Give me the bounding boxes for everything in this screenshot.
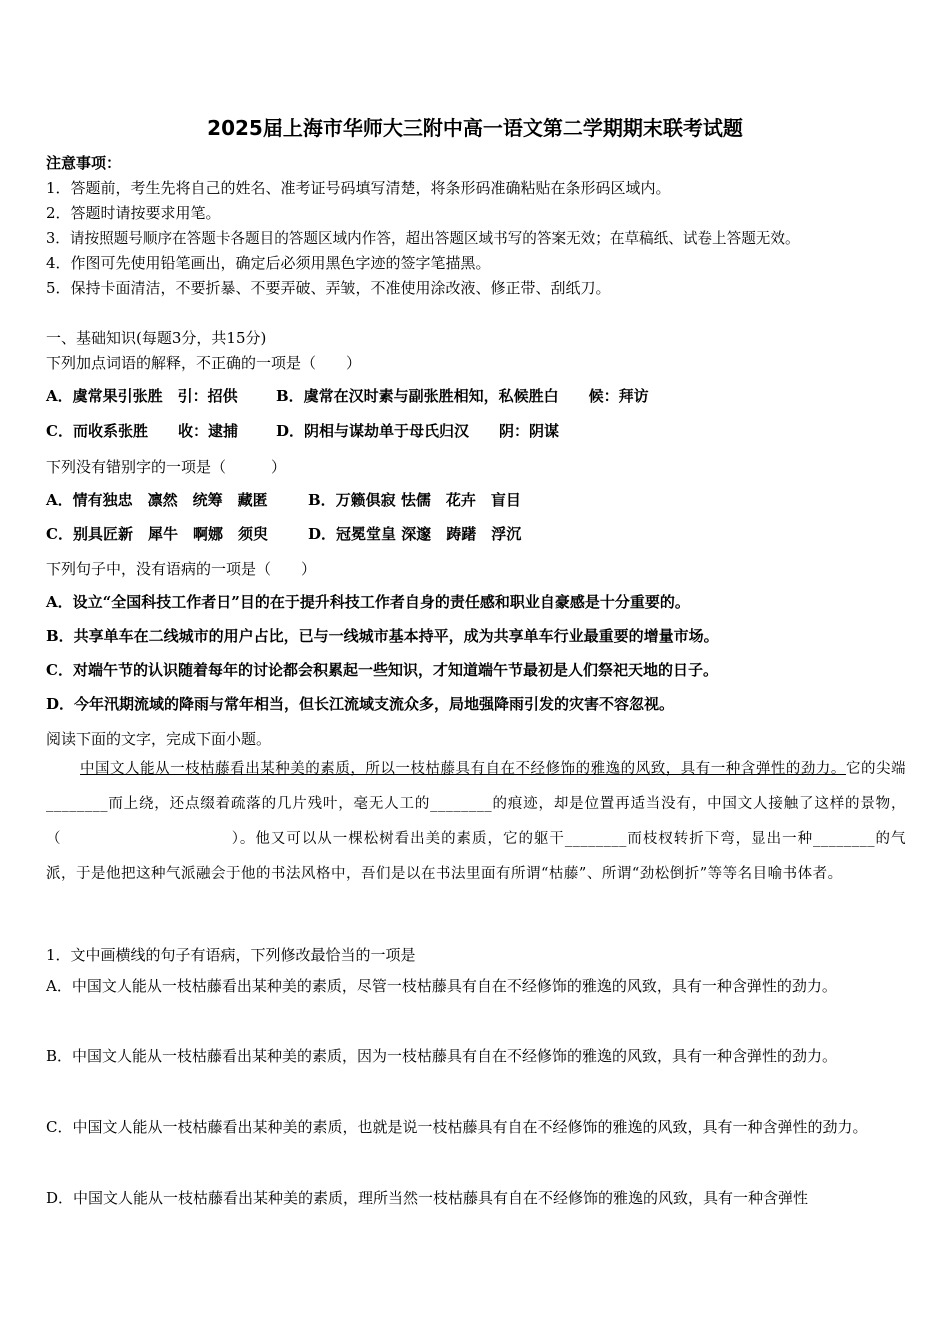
q3-option-a: A．设立“全国科技工作者日”目的在于提升科技工作者自身的责任感和职业自豪感是十分重要的。 xyxy=(46,593,690,611)
q2-option-c: C．别具匠新 犀牛 啊娜 须臾 xyxy=(46,525,268,543)
q1-option-d: D．阴相与谋劫单于母氏归汉 阴：阴谋 xyxy=(276,422,560,440)
passage-underlined-sentence: 中国文人能从一枝枯藤看出某种美的素质，所以一枝枯藤具有自在不经修饰的雅逸的风致，具有一种含弹性的劲力。 xyxy=(80,761,846,777)
q3-option-b: B．共享单车在二线城市的用户占比，已与一线城市基本持平，成为共享单车行业最重要的增量市场。 xyxy=(46,627,719,645)
subq1-stem: 1．文中画横线的句子有语病，下列修改最恰当的一项是 xyxy=(46,946,416,964)
q1-options-row-1 xyxy=(46,385,649,406)
q2-options-row-2 xyxy=(46,523,521,544)
page-title: 2025届上海市华师大三附中高一语文第二学期期末联考试题 xyxy=(207,116,743,140)
notice-item-1: 1．答题前，考生先将自己的姓名、准考证号码填写清楚，将条形码准确粘贴在条形码区域内。 xyxy=(46,179,671,197)
q1-option-b: B．虞常在汉时素与副张胜相知，私候胜白 候：拜访 xyxy=(276,387,649,405)
subq1-option-d: D．中国文人能从一枝枯藤看出某种美的素质，理所当然一枝枯藤具有自在不经修饰的雅逸的风致，具有一种含弹性 xyxy=(46,1189,809,1207)
q1-options-row-2 xyxy=(46,420,559,441)
notice-item-5: 5．保持卡面清洁，不要折暴、不要弄破、弄皱，不准使用涂改液、修正带、刮纸刀。 xyxy=(46,279,611,297)
q2-stem: 下列没有错别字的一项是（ ） xyxy=(46,458,287,476)
subq1-option-c: C．中国文人能从一枝枯藤看出某种美的素质，也就是说一枝枯藤具有自在不经修饰的雅逸的风致，具有一种含弹性的劲力。 xyxy=(46,1118,868,1136)
reading-passage xyxy=(46,752,906,892)
q2-option-b: B．万籁俱寂 怯儒 花卉 盲目 xyxy=(308,491,521,509)
q3-option-c: C．对端午节的认识随着每年的讨论都会积累起一些知识，才知道端午节最初是人们祭祀天地的日子。 xyxy=(46,661,718,679)
q1-option-c: C．而收系张胜 收：逮捕 xyxy=(46,422,238,440)
q3-stem: 下列句子中，没有语病的一项是（ ） xyxy=(46,560,317,578)
q2-option-d: D．冠冕堂皇 深邃 踌躇 浮沉 xyxy=(308,525,522,543)
q2-options-row-1 xyxy=(46,489,521,510)
section-heading: 一、基础知识(每题3分，共15分) xyxy=(46,329,267,347)
notice-heading: 注意事项： xyxy=(46,154,122,172)
q2-option-a: A．情有独忠 凛然 统筹 藏匿 xyxy=(46,491,268,509)
reading-intro: 阅读下面的文字，完成下面小题。 xyxy=(46,730,272,748)
subq1-option-b: B．中国文人能从一枝枯藤看出某种美的素质，因为一枝枯藤具有自在不经修饰的雅逸的风致，具有一种含弹性的劲力。 xyxy=(46,1047,838,1065)
subq1-option-a: A．中国文人能从一枝枯藤看出某种美的素质，尽管一枝枯藤具有自在不经修饰的雅逸的风致，具有一种含弹性的劲力。 xyxy=(46,977,837,995)
q3-option-d: D．今年汛期流域的降雨与常年相当，但长江流域支流众多，局地强降雨引发的灾害不容忽视。 xyxy=(46,695,675,713)
q1-stem: 下列加点词语的解释，不正确的一项是（ ） xyxy=(46,354,362,372)
q1-option-a: A．虞常果引张胜 引：招供 xyxy=(46,387,238,405)
notice-item-3: 3．请按照题号顺序在答题卡各题目的答题区域内作答，超出答题区域书写的答案无效；在草稿纸、试卷上答题无效。 xyxy=(46,230,800,247)
notice-item-4: 4．作图可先使用铅笔画出，确定后必须用黑色字迹的签字笔描黑。 xyxy=(46,254,491,272)
notice-item-2: 2．答题时请按要求用笔。 xyxy=(46,204,221,222)
passage-body: 它的尖端________而上绕，还点缀着疏落的几片残叶，毫无人工的________的痕迹，却是位置再适当没有，中国文人接触了这样的景物，（ ）。他又可以从一棵松树看出美的素质，它的躯干________而枝杈转折下弯，显出一种________的气派，于是他把这种气派融会于他的书法风格中，吾们是以在书法里面有所谓“枯藤”、所谓“劲松倒折”等等名目喻书体者。 xyxy=(46,761,907,882)
